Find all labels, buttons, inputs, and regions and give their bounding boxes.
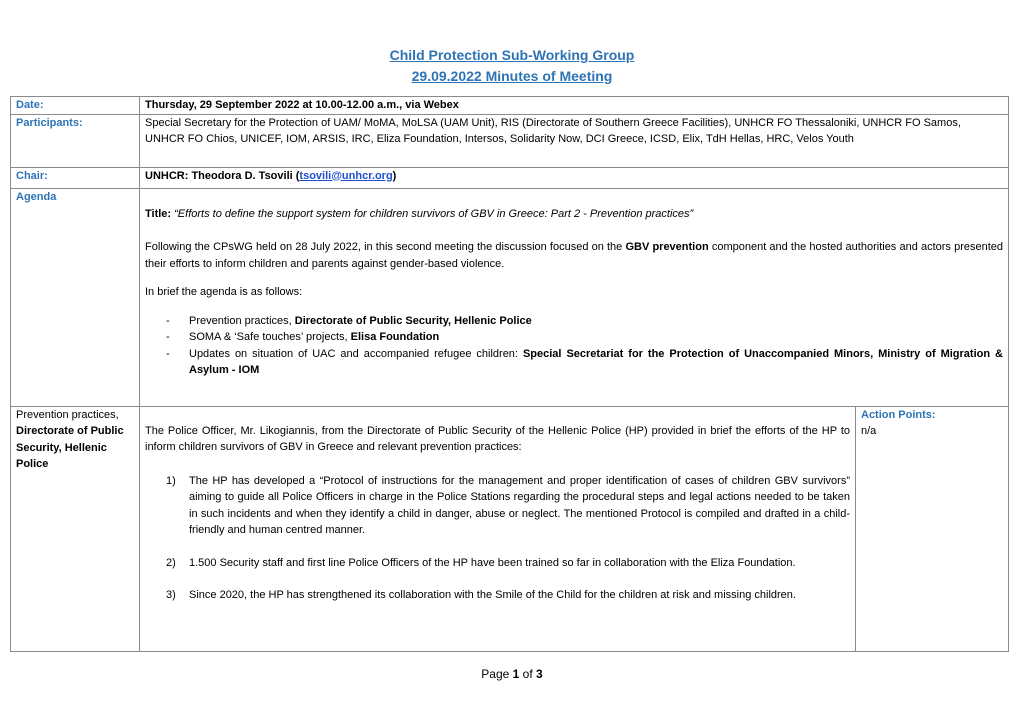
agenda-item-text: Prevention practices, <box>189 314 295 327</box>
agenda-brief: In brief the agenda is as follows: <box>145 286 303 298</box>
chair-email-link[interactable]: tsovili@unhcr.org <box>299 169 393 182</box>
prevention-row <box>11 406 1009 651</box>
footer-current-page: 1 <box>512 667 520 681</box>
agenda-intro-b: component and the hosted authorities and actors presented their efforts to inform children and parents against gender-based violence. <box>145 241 1004 270</box>
point-number: 3) <box>166 589 176 601</box>
prevention-intro: The Police Officer, Mr. Likogiannis, from the Directorate of Public Security of the Hellenic Police (HP) provided in brief the efforts of the HP to inform children survivors of GBV in Greece and relevant prevention practices: <box>145 424 850 453</box>
date-row <box>11 97 1009 115</box>
agenda-item-text: SOMA & ‘Safe touches’ projects, <box>189 331 351 343</box>
minutes-table <box>10 96 1009 652</box>
prevention-content <box>140 406 856 651</box>
point-text: 1.500 Security staff and first line Police Officers of the HP have been trained so far in collaboration with the Eliza Foundation. <box>189 556 796 569</box>
document-title: Child Protection Sub-Working Group <box>389 47 635 63</box>
document-subtitle: 29.09.2022 Minutes of Meeting <box>411 68 613 84</box>
agenda-title-text: “Efforts to define the support system for children survivors of GBV in Greece: Part 2 - Prevention practices” <box>171 207 694 220</box>
chair-value <box>140 167 1009 188</box>
point-text: Since 2020, the HP has strengthened its collaboration with the Smile of the Child for the children at risk and missing children. <box>189 589 796 601</box>
agenda-item <box>166 313 1003 330</box>
prevention-points <box>145 473 850 604</box>
date-value: Thursday, 29 September 2022 at 10.00-12.00 a.m., via Webex <box>140 97 1009 115</box>
chair-label: Chair: <box>11 167 140 188</box>
agenda-item-bold: Directorate of Public Security, Hellenic Police <box>294 314 532 327</box>
point-number: 2) <box>166 556 176 569</box>
agenda-intro-bold: GBV prevention <box>625 241 709 253</box>
date-label: Date: <box>11 97 140 115</box>
prevention-label-plain: Prevention practices, <box>16 408 119 421</box>
agenda-item-text: Updates on situation of UAC and accompanied refugee children: <box>189 347 523 360</box>
footer-prefix: Page <box>481 667 513 681</box>
agenda-intro <box>145 239 1003 272</box>
agenda-intro-a: Following the CPsWG held on 28 July 2022, in this second meeting the discussion focused on the <box>145 241 626 253</box>
chair-row <box>11 167 1009 188</box>
agenda-item-bold: Elisa Foundation <box>350 331 440 343</box>
agenda-row <box>11 188 1009 406</box>
agenda-content <box>140 188 1009 406</box>
point-number: 1) <box>166 474 176 487</box>
chair-name: UNHCR: Theodora D. Tsovili ( <box>145 169 300 182</box>
participants-row <box>11 114 1009 167</box>
agenda-label: Agenda <box>11 188 140 406</box>
agenda-item <box>166 346 1003 379</box>
footer-of: of <box>519 667 537 681</box>
agenda-item-bold: Special Secretariat for the Protection of Unaccompanied Minors, Ministry of Migration & Asylum - IOM <box>189 347 1003 376</box>
action-points-label: Action Points: <box>861 408 936 421</box>
action-points-value: n/a <box>861 425 877 437</box>
prevention-label-bold: Directorate of Public Security, Hellenic Police <box>16 425 124 470</box>
participants-value: Special Secretary for the Protection of UAM/ MoMA, MoLSA (UAM Unit), RIS (Directorate of Southern Greece Facilities), UNHCR FO Thessaloniki, UNHCR FO Samos, UNHCR FO Chios, UNICEF, IOM, ARSIS, IRC, Eliza Foundation, Intersos, Solidarity Now, DCI Greece, ICSD, Elix, TdH Hellas, HRC, Velos Youth <box>140 114 1009 167</box>
action-points-cell <box>856 406 1009 651</box>
prevention-point <box>166 555 850 572</box>
agenda-title-prefix: Title: <box>145 207 172 220</box>
page-footer <box>0 667 1024 681</box>
point-text: The HP has developed a “Protocol of instructions for the management and proper identification of cases of children GBV survivors” aiming to guide all Police Officers in charge in the Police Stations regarding the procedural steps and legal actions needed to be taken in such incidents and when they identify a child in danger, abuse or neglect. The mentioned Protocol is compiled and drafted in a child-friendly and human centred manner. <box>189 474 850 536</box>
prevention-point <box>166 587 850 604</box>
participants-label: Participants: <box>11 114 140 167</box>
agenda-title <box>145 206 1003 223</box>
prevention-point <box>166 473 850 539</box>
prevention-label <box>11 406 140 651</box>
agenda-item <box>166 329 1003 346</box>
agenda-list <box>145 313 1003 379</box>
footer-total-pages: 3 <box>536 667 543 681</box>
chair-close: ) <box>392 169 397 182</box>
